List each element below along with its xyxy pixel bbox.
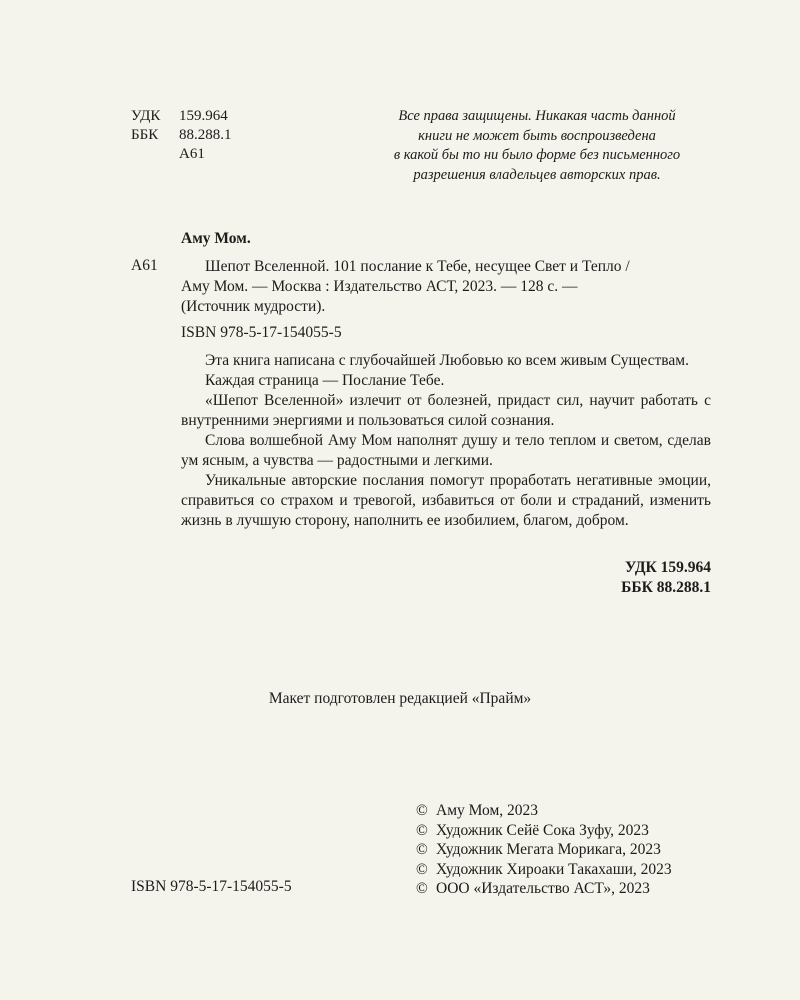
copyright-text: ООО «Издательство АСТ», 2023: [436, 880, 650, 897]
copyright-icon: ©: [416, 802, 428, 819]
biblio-line: Аму Мом. — Москва : Издательство АСТ, 2023. — 128 с. —: [181, 278, 578, 295]
rights-notice: [352, 107, 722, 185]
copyright-line: [416, 801, 672, 821]
copyright-text: Аму Мом, 2023: [436, 802, 539, 819]
copyright-icon: ©: [416, 841, 428, 858]
copyright-icon: ©: [416, 860, 428, 878]
udk-code: УДК 159.964: [625, 559, 711, 576]
copyright-line: [416, 879, 672, 899]
author-code: А61: [131, 257, 158, 274]
copyright-icon: ©: [416, 821, 428, 839]
bbk-code: ББК 88.288.1: [621, 579, 711, 596]
copyright-line: [416, 860, 672, 880]
code-row: [131, 107, 232, 126]
biblio-line: (Источник мудрости).: [181, 298, 326, 315]
code-value: 88.288.1: [179, 127, 232, 143]
layout-note: Макет подготовлен редакцией «Прайм»: [268, 690, 532, 707]
bibliographic-record: [181, 257, 711, 317]
code-label: ББК: [131, 127, 159, 143]
code-row: [131, 145, 232, 164]
isbn-bottom: ISBN 978-5-17-154055-5: [131, 878, 292, 895]
classification-codes: [131, 107, 232, 164]
rights-line: книги не может быть воспроизведена: [418, 127, 656, 144]
isbn-main: ISBN 978-5-17-154055-5: [181, 324, 342, 341]
annotation-paragraph: Эта книга написана с глубочайшей Любовью ко всем живым Существам.: [205, 352, 689, 369]
rights-line: разрешения владельцев авторских прав.: [413, 166, 661, 183]
biblio-line: Шепот Вселенной. 101 послание к Тебе, несущее Свет и Тепло /: [205, 258, 630, 275]
code-value: 159.964: [179, 108, 228, 124]
code-label: УДК: [131, 108, 161, 124]
code-value: А61: [179, 146, 205, 162]
annotation: [181, 351, 711, 531]
author-heading: Аму Мом.: [181, 230, 251, 247]
classification-codes-bottom: [621, 558, 711, 598]
annotation-paragraph: Каждая страница — Послание Тебе.: [205, 372, 445, 389]
annotation-paragraph: Слова волшебной Аму Мом наполнят душу и тело теплом и светом, сделав ум ясным, а чувства — радостными и легкими.: [181, 432, 711, 469]
copyright-text: Художник Сейё Сока Зуфу, 2023: [436, 821, 649, 839]
code-label: [131, 145, 179, 164]
copyright-line: [416, 840, 672, 860]
copyright-text: Художник Хироаки Такахаши, 2023: [436, 860, 672, 878]
annotation-paragraph: Уникальные авторские послания помогут проработать негативные эмоции, справиться со страхом и тревогой, избавиться от боли и страданий, изменить жизнь в лучшую сторону, наполнить ее изобилием, благом, добром.: [181, 472, 711, 529]
copyright-list: [416, 801, 672, 899]
annotation-paragraph: «Шепот Вселенной» излечит от болезней, придаст сил, научит работать с внутренними энергиями и пользоваться силой сознания.: [181, 392, 711, 429]
code-row: [131, 126, 232, 145]
rights-line: Все права защищены. Никакая часть данной: [398, 108, 676, 124]
copyright-text: Художник Мегата Морикага, 2023: [436, 841, 661, 858]
rights-line: в какой бы то ни было форме без письменного: [393, 147, 681, 163]
copyright-icon: ©: [416, 880, 428, 897]
copyright-line: [416, 821, 672, 841]
